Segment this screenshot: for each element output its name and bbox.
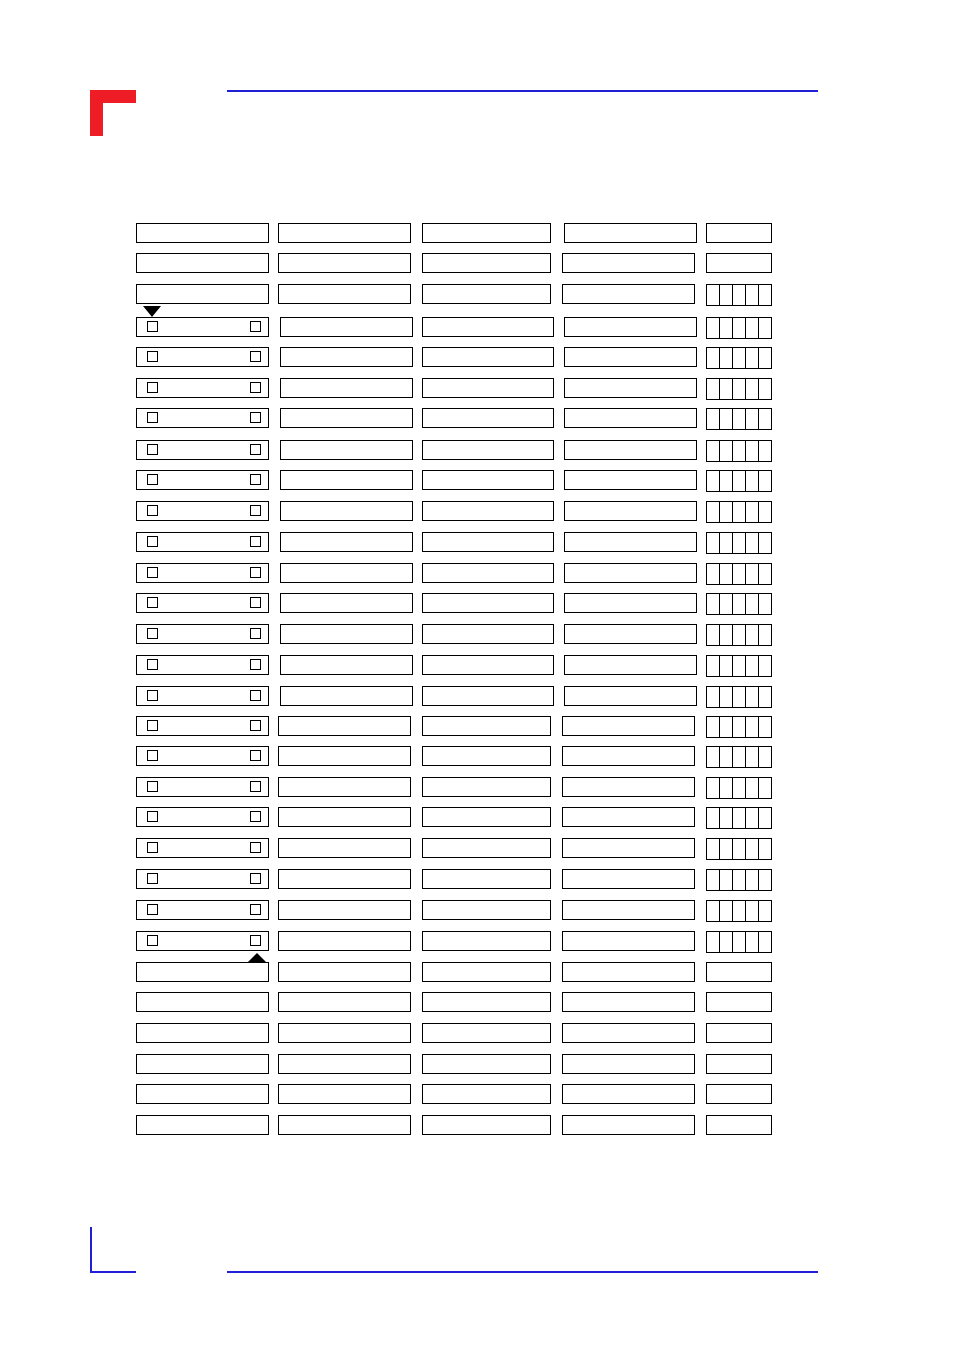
segmented-input-cell[interactable] (706, 931, 772, 953)
checkbox-right[interactable] (250, 351, 261, 362)
footer-cell[interactable] (136, 1115, 269, 1135)
segment-box[interactable] (746, 471, 759, 491)
segment-box[interactable] (759, 348, 771, 368)
header-cell[interactable] (136, 253, 269, 273)
segment-box[interactable] (746, 747, 759, 767)
footer-cell[interactable] (706, 1115, 772, 1135)
table-cell[interactable] (422, 746, 551, 766)
segment-box[interactable] (720, 656, 733, 676)
segment-box[interactable] (746, 687, 759, 707)
segment-box[interactable] (733, 656, 746, 676)
segment-box[interactable] (759, 778, 771, 798)
segment-box[interactable] (720, 717, 733, 737)
checkbox-left[interactable] (147, 690, 158, 701)
table-cell[interactable] (280, 563, 413, 583)
table-cell[interactable] (562, 900, 695, 920)
header-cell[interactable] (706, 253, 772, 273)
segment-box[interactable] (707, 932, 720, 952)
checkbox-right[interactable] (250, 474, 261, 485)
segment-box[interactable] (746, 656, 759, 676)
checkbox-left[interactable] (147, 935, 158, 946)
corner-mark-top-vertical (90, 90, 103, 136)
segmented-input-cell[interactable] (706, 470, 772, 492)
table-cell[interactable] (422, 408, 554, 428)
segment-box[interactable] (720, 348, 733, 368)
table-cell[interactable] (280, 624, 413, 644)
segment-box[interactable] (759, 901, 771, 921)
table-cell[interactable] (280, 470, 413, 490)
footer-cell[interactable] (422, 962, 551, 982)
segment-box[interactable] (733, 778, 746, 798)
footer-cell[interactable] (562, 1054, 695, 1074)
segment-box[interactable] (733, 318, 746, 338)
checkbox-right[interactable] (250, 842, 261, 853)
segment-box[interactable] (720, 839, 733, 859)
checkbox-left[interactable] (147, 321, 158, 332)
table-cell[interactable] (278, 900, 411, 920)
checkbox-left[interactable] (147, 382, 158, 393)
table-cell[interactable] (564, 624, 697, 644)
checkbox-right[interactable] (250, 382, 261, 393)
table-cell[interactable] (564, 593, 697, 613)
segment-box[interactable] (759, 533, 771, 553)
header-cell[interactable] (564, 223, 697, 243)
corner-mark-bottom-horizontal (90, 1271, 136, 1273)
segment-box[interactable] (707, 594, 720, 614)
segment-box[interactable] (720, 441, 733, 461)
checkbox-left[interactable] (147, 811, 158, 822)
checkbox-right[interactable] (250, 720, 261, 731)
header-cell[interactable] (562, 253, 695, 273)
checkbox-right[interactable] (250, 659, 261, 670)
checkbox-left[interactable] (147, 750, 158, 761)
segmented-input-cell[interactable] (706, 716, 772, 738)
segment-box[interactable] (733, 901, 746, 921)
table-cell[interactable] (562, 931, 695, 951)
table-cell[interactable] (422, 807, 551, 827)
segment-box[interactable] (707, 778, 720, 798)
segment-box[interactable] (759, 409, 771, 429)
segment-box[interactable] (733, 839, 746, 859)
checkbox-left[interactable] (147, 412, 158, 423)
segment-box[interactable] (720, 379, 733, 399)
table-cell[interactable] (564, 563, 697, 583)
checkbox-left[interactable] (147, 351, 158, 362)
footer-cell[interactable] (136, 992, 269, 1012)
segment-box[interactable] (759, 379, 771, 399)
table-cell[interactable] (422, 686, 554, 706)
segment-box[interactable] (733, 533, 746, 553)
segment-box[interactable] (759, 717, 771, 737)
table-cell[interactable] (280, 686, 413, 706)
segment-box[interactable] (759, 502, 771, 522)
segmented-input-cell[interactable] (706, 347, 772, 369)
segment-box[interactable] (746, 839, 759, 859)
table-cell[interactable] (562, 777, 695, 797)
checkbox-left[interactable] (147, 536, 158, 547)
header-cell[interactable] (422, 284, 551, 304)
segment-box[interactable] (720, 471, 733, 491)
segment-box[interactable] (746, 901, 759, 921)
checkbox-left[interactable] (147, 720, 158, 731)
segment-box[interactable] (720, 870, 733, 890)
table-cell[interactable] (422, 501, 554, 521)
checkbox-right[interactable] (250, 628, 261, 639)
segment-box[interactable] (707, 502, 720, 522)
header-cell[interactable] (422, 223, 551, 243)
segment-box[interactable] (759, 285, 771, 305)
segmented-input-cell[interactable] (706, 440, 772, 462)
footer-cell[interactable] (278, 992, 411, 1012)
footer-cell[interactable] (422, 992, 551, 1012)
table-cell[interactable] (564, 532, 697, 552)
segment-box[interactable] (707, 318, 720, 338)
segment-box[interactable] (720, 564, 733, 584)
footer-cell[interactable] (278, 1115, 411, 1135)
footer-cell[interactable] (136, 1023, 269, 1043)
table-cell[interactable] (422, 777, 551, 797)
footer-cell[interactable] (422, 1023, 551, 1043)
segment-box[interactable] (759, 687, 771, 707)
segment-box[interactable] (720, 318, 733, 338)
segment-box[interactable] (746, 594, 759, 614)
segment-box[interactable] (720, 932, 733, 952)
segment-box[interactable] (707, 808, 720, 828)
table-cell[interactable] (422, 655, 554, 675)
segmented-input-cell[interactable] (706, 838, 772, 860)
checkbox-left[interactable] (147, 567, 158, 578)
table-cell[interactable] (422, 900, 551, 920)
table-cell[interactable] (562, 716, 695, 736)
segment-box[interactable] (759, 318, 771, 338)
segmented-input-cell[interactable] (706, 378, 772, 400)
segmented-input-cell[interactable] (706, 408, 772, 430)
checkbox-right[interactable] (250, 690, 261, 701)
footer-cell[interactable] (706, 992, 772, 1012)
segment-box[interactable] (746, 808, 759, 828)
header-cell[interactable] (706, 223, 772, 243)
table-cell[interactable] (562, 746, 695, 766)
table-cell[interactable] (562, 807, 695, 827)
segment-box[interactable] (746, 533, 759, 553)
footer-cell[interactable] (562, 1023, 695, 1043)
segment-box[interactable] (707, 656, 720, 676)
table-cell[interactable] (564, 470, 697, 490)
table-cell[interactable] (280, 378, 413, 398)
segment-box[interactable] (733, 625, 746, 645)
checkbox-right[interactable] (250, 412, 261, 423)
checkbox-right[interactable] (250, 781, 261, 792)
table-cell[interactable] (422, 440, 554, 460)
segmented-input-cell[interactable] (706, 900, 772, 922)
checkbox-right[interactable] (250, 321, 261, 332)
table-cell[interactable] (562, 838, 695, 858)
table-cell[interactable] (422, 317, 554, 337)
segment-box[interactable] (746, 285, 759, 305)
segment-box[interactable] (759, 471, 771, 491)
segmented-input-cell[interactable] (706, 624, 772, 646)
checkbox-right[interactable] (250, 536, 261, 547)
segment-box[interactable] (707, 379, 720, 399)
segment-box[interactable] (707, 717, 720, 737)
segment-box[interactable] (759, 870, 771, 890)
checkbox-left[interactable] (147, 444, 158, 455)
table-cell[interactable] (280, 408, 413, 428)
table-cell[interactable] (280, 655, 413, 675)
table-cell[interactable] (278, 931, 411, 951)
segment-box[interactable] (707, 409, 720, 429)
segmented-input-cell[interactable] (706, 593, 772, 615)
table-cell[interactable] (564, 440, 697, 460)
footer-cell[interactable] (562, 1115, 695, 1135)
segment-box[interactable] (733, 564, 746, 584)
segment-box[interactable] (733, 747, 746, 767)
checkbox-right[interactable] (250, 811, 261, 822)
table-cell[interactable] (422, 838, 551, 858)
table-cell[interactable] (278, 838, 411, 858)
segmented-input-cell[interactable] (706, 746, 772, 768)
segment-box[interactable] (746, 778, 759, 798)
header-cell[interactable] (278, 223, 411, 243)
checkbox-right[interactable] (250, 597, 261, 608)
segmented-input-cell[interactable] (706, 532, 772, 554)
table-cell[interactable] (422, 532, 554, 552)
table-cell[interactable] (564, 347, 697, 367)
checkbox-right[interactable] (250, 567, 261, 578)
segment-box[interactable] (733, 808, 746, 828)
checkbox-right[interactable] (250, 505, 261, 516)
segment-box[interactable] (759, 747, 771, 767)
segment-box[interactable] (720, 409, 733, 429)
segment-box[interactable] (707, 687, 720, 707)
checkbox-left[interactable] (147, 873, 158, 884)
header-cell[interactable] (562, 284, 695, 304)
table-cell[interactable] (564, 378, 697, 398)
segment-box[interactable] (759, 808, 771, 828)
footer-cell[interactable] (136, 1054, 269, 1074)
footer-cell[interactable] (422, 1054, 551, 1074)
segment-box[interactable] (746, 564, 759, 584)
table-cell[interactable] (422, 563, 554, 583)
segmented-input-cell[interactable] (706, 563, 772, 585)
segment-box[interactable] (733, 379, 746, 399)
footer-cell[interactable] (422, 1115, 551, 1135)
footer-cell[interactable] (136, 1084, 269, 1104)
footer-cell[interactable] (706, 1084, 772, 1104)
header-cell[interactable] (422, 253, 551, 273)
segmented-input-cell[interactable] (706, 777, 772, 799)
footer-cell[interactable] (706, 962, 772, 982)
segment-box[interactable] (707, 747, 720, 767)
segment-box[interactable] (746, 870, 759, 890)
checkbox-left[interactable] (147, 597, 158, 608)
table-cell[interactable] (562, 869, 695, 889)
segment-box[interactable] (707, 533, 720, 553)
table-cell[interactable] (280, 593, 413, 613)
table-cell[interactable] (422, 470, 554, 490)
segment-box[interactable] (759, 594, 771, 614)
segment-box[interactable] (759, 441, 771, 461)
segment-box[interactable] (746, 348, 759, 368)
header-cell[interactable] (278, 284, 411, 304)
segment-box[interactable] (733, 285, 746, 305)
checkbox-right[interactable] (250, 873, 261, 884)
segment-box[interactable] (733, 594, 746, 614)
table-cell[interactable] (280, 347, 413, 367)
segment-box[interactable] (720, 625, 733, 645)
table-cell[interactable] (564, 655, 697, 675)
segment-box[interactable] (707, 285, 720, 305)
table-cell[interactable] (422, 347, 554, 367)
segmented-input-cell[interactable] (706, 807, 772, 829)
segment-box[interactable] (707, 564, 720, 584)
segment-box[interactable] (733, 471, 746, 491)
segmented-input-cell[interactable] (706, 686, 772, 708)
checkbox-right[interactable] (250, 935, 261, 946)
footer-cell[interactable] (562, 962, 695, 982)
segment-box[interactable] (759, 932, 771, 952)
segment-box[interactable] (707, 901, 720, 921)
checkbox-left[interactable] (147, 904, 158, 915)
segment-box[interactable] (759, 564, 771, 584)
header-cell[interactable] (278, 253, 411, 273)
footer-rule (227, 1271, 818, 1273)
checkbox-left[interactable] (147, 781, 158, 792)
segment-box[interactable] (720, 687, 733, 707)
segment-box[interactable] (733, 502, 746, 522)
segmented-input-cell[interactable] (706, 284, 772, 306)
segment-box[interactable] (746, 318, 759, 338)
table-cell[interactable] (280, 532, 413, 552)
table-cell[interactable] (422, 931, 551, 951)
header-rule (227, 90, 818, 92)
header-cell[interactable] (136, 284, 269, 304)
table-cell[interactable] (278, 869, 411, 889)
footer-cell[interactable] (706, 1054, 772, 1074)
segment-box[interactable] (707, 471, 720, 491)
checkbox-left[interactable] (147, 474, 158, 485)
footer-cell[interactable] (278, 1054, 411, 1074)
triangle-up-icon (248, 953, 266, 962)
segment-box[interactable] (733, 441, 746, 461)
table-cell[interactable] (564, 408, 697, 428)
segment-box[interactable] (720, 778, 733, 798)
checkbox-left[interactable] (147, 628, 158, 639)
segment-box[interactable] (759, 656, 771, 676)
segment-box[interactable] (746, 502, 759, 522)
checkbox-left[interactable] (147, 659, 158, 670)
checkbox-right[interactable] (250, 444, 261, 455)
table-cell[interactable] (422, 593, 554, 613)
segmented-input-cell[interactable] (706, 655, 772, 677)
segment-box[interactable] (733, 409, 746, 429)
segment-box[interactable] (720, 285, 733, 305)
footer-cell[interactable] (136, 962, 269, 982)
table-cell[interactable] (278, 777, 411, 797)
segment-box[interactable] (733, 932, 746, 952)
corner-mark-bottom-vertical (90, 1227, 92, 1273)
segment-box[interactable] (720, 502, 733, 522)
segment-box[interactable] (733, 687, 746, 707)
segment-box[interactable] (746, 625, 759, 645)
table-cell[interactable] (422, 716, 551, 736)
segmented-input-cell[interactable] (706, 501, 772, 523)
table-cell[interactable] (278, 716, 411, 736)
segment-box[interactable] (707, 839, 720, 859)
table-cell[interactable] (422, 378, 554, 398)
segment-box[interactable] (733, 348, 746, 368)
table-cell[interactable] (278, 746, 411, 766)
segment-box[interactable] (720, 594, 733, 614)
footer-cell[interactable] (278, 962, 411, 982)
segment-box[interactable] (720, 747, 733, 767)
segment-box[interactable] (746, 717, 759, 737)
segment-box[interactable] (733, 717, 746, 737)
table-cell[interactable] (280, 317, 413, 337)
segment-box[interactable] (720, 808, 733, 828)
segment-box[interactable] (707, 870, 720, 890)
table-cell[interactable] (280, 440, 413, 460)
segment-box[interactable] (746, 379, 759, 399)
table-cell[interactable] (564, 317, 697, 337)
footer-cell[interactable] (562, 1084, 695, 1104)
segment-box[interactable] (759, 625, 771, 645)
checkbox-left[interactable] (147, 842, 158, 853)
footer-cell[interactable] (562, 992, 695, 1012)
footer-cell[interactable] (706, 1023, 772, 1043)
segment-box[interactable] (746, 932, 759, 952)
footer-cell[interactable] (278, 1084, 411, 1104)
segment-box[interactable] (759, 839, 771, 859)
segmented-input-cell[interactable] (706, 317, 772, 339)
checkbox-left[interactable] (147, 505, 158, 516)
checkbox-right[interactable] (250, 750, 261, 761)
table-cell[interactable] (278, 807, 411, 827)
footer-cell[interactable] (422, 1084, 551, 1104)
segment-box[interactable] (746, 409, 759, 429)
triangle-down-icon (143, 306, 161, 317)
table-cell[interactable] (422, 869, 551, 889)
segment-box[interactable] (707, 441, 720, 461)
footer-cell[interactable] (278, 1023, 411, 1043)
table-cell[interactable] (564, 501, 697, 521)
segment-box[interactable] (746, 441, 759, 461)
segment-box[interactable] (720, 533, 733, 553)
checkbox-right[interactable] (250, 904, 261, 915)
table-cell[interactable] (564, 686, 697, 706)
segment-box[interactable] (707, 625, 720, 645)
table-cell[interactable] (422, 624, 554, 644)
segment-box[interactable] (707, 348, 720, 368)
header-cell[interactable] (136, 223, 269, 243)
segment-box[interactable] (720, 901, 733, 921)
segment-box[interactable] (733, 870, 746, 890)
table-cell[interactable] (280, 501, 413, 521)
segmented-input-cell[interactable] (706, 869, 772, 891)
